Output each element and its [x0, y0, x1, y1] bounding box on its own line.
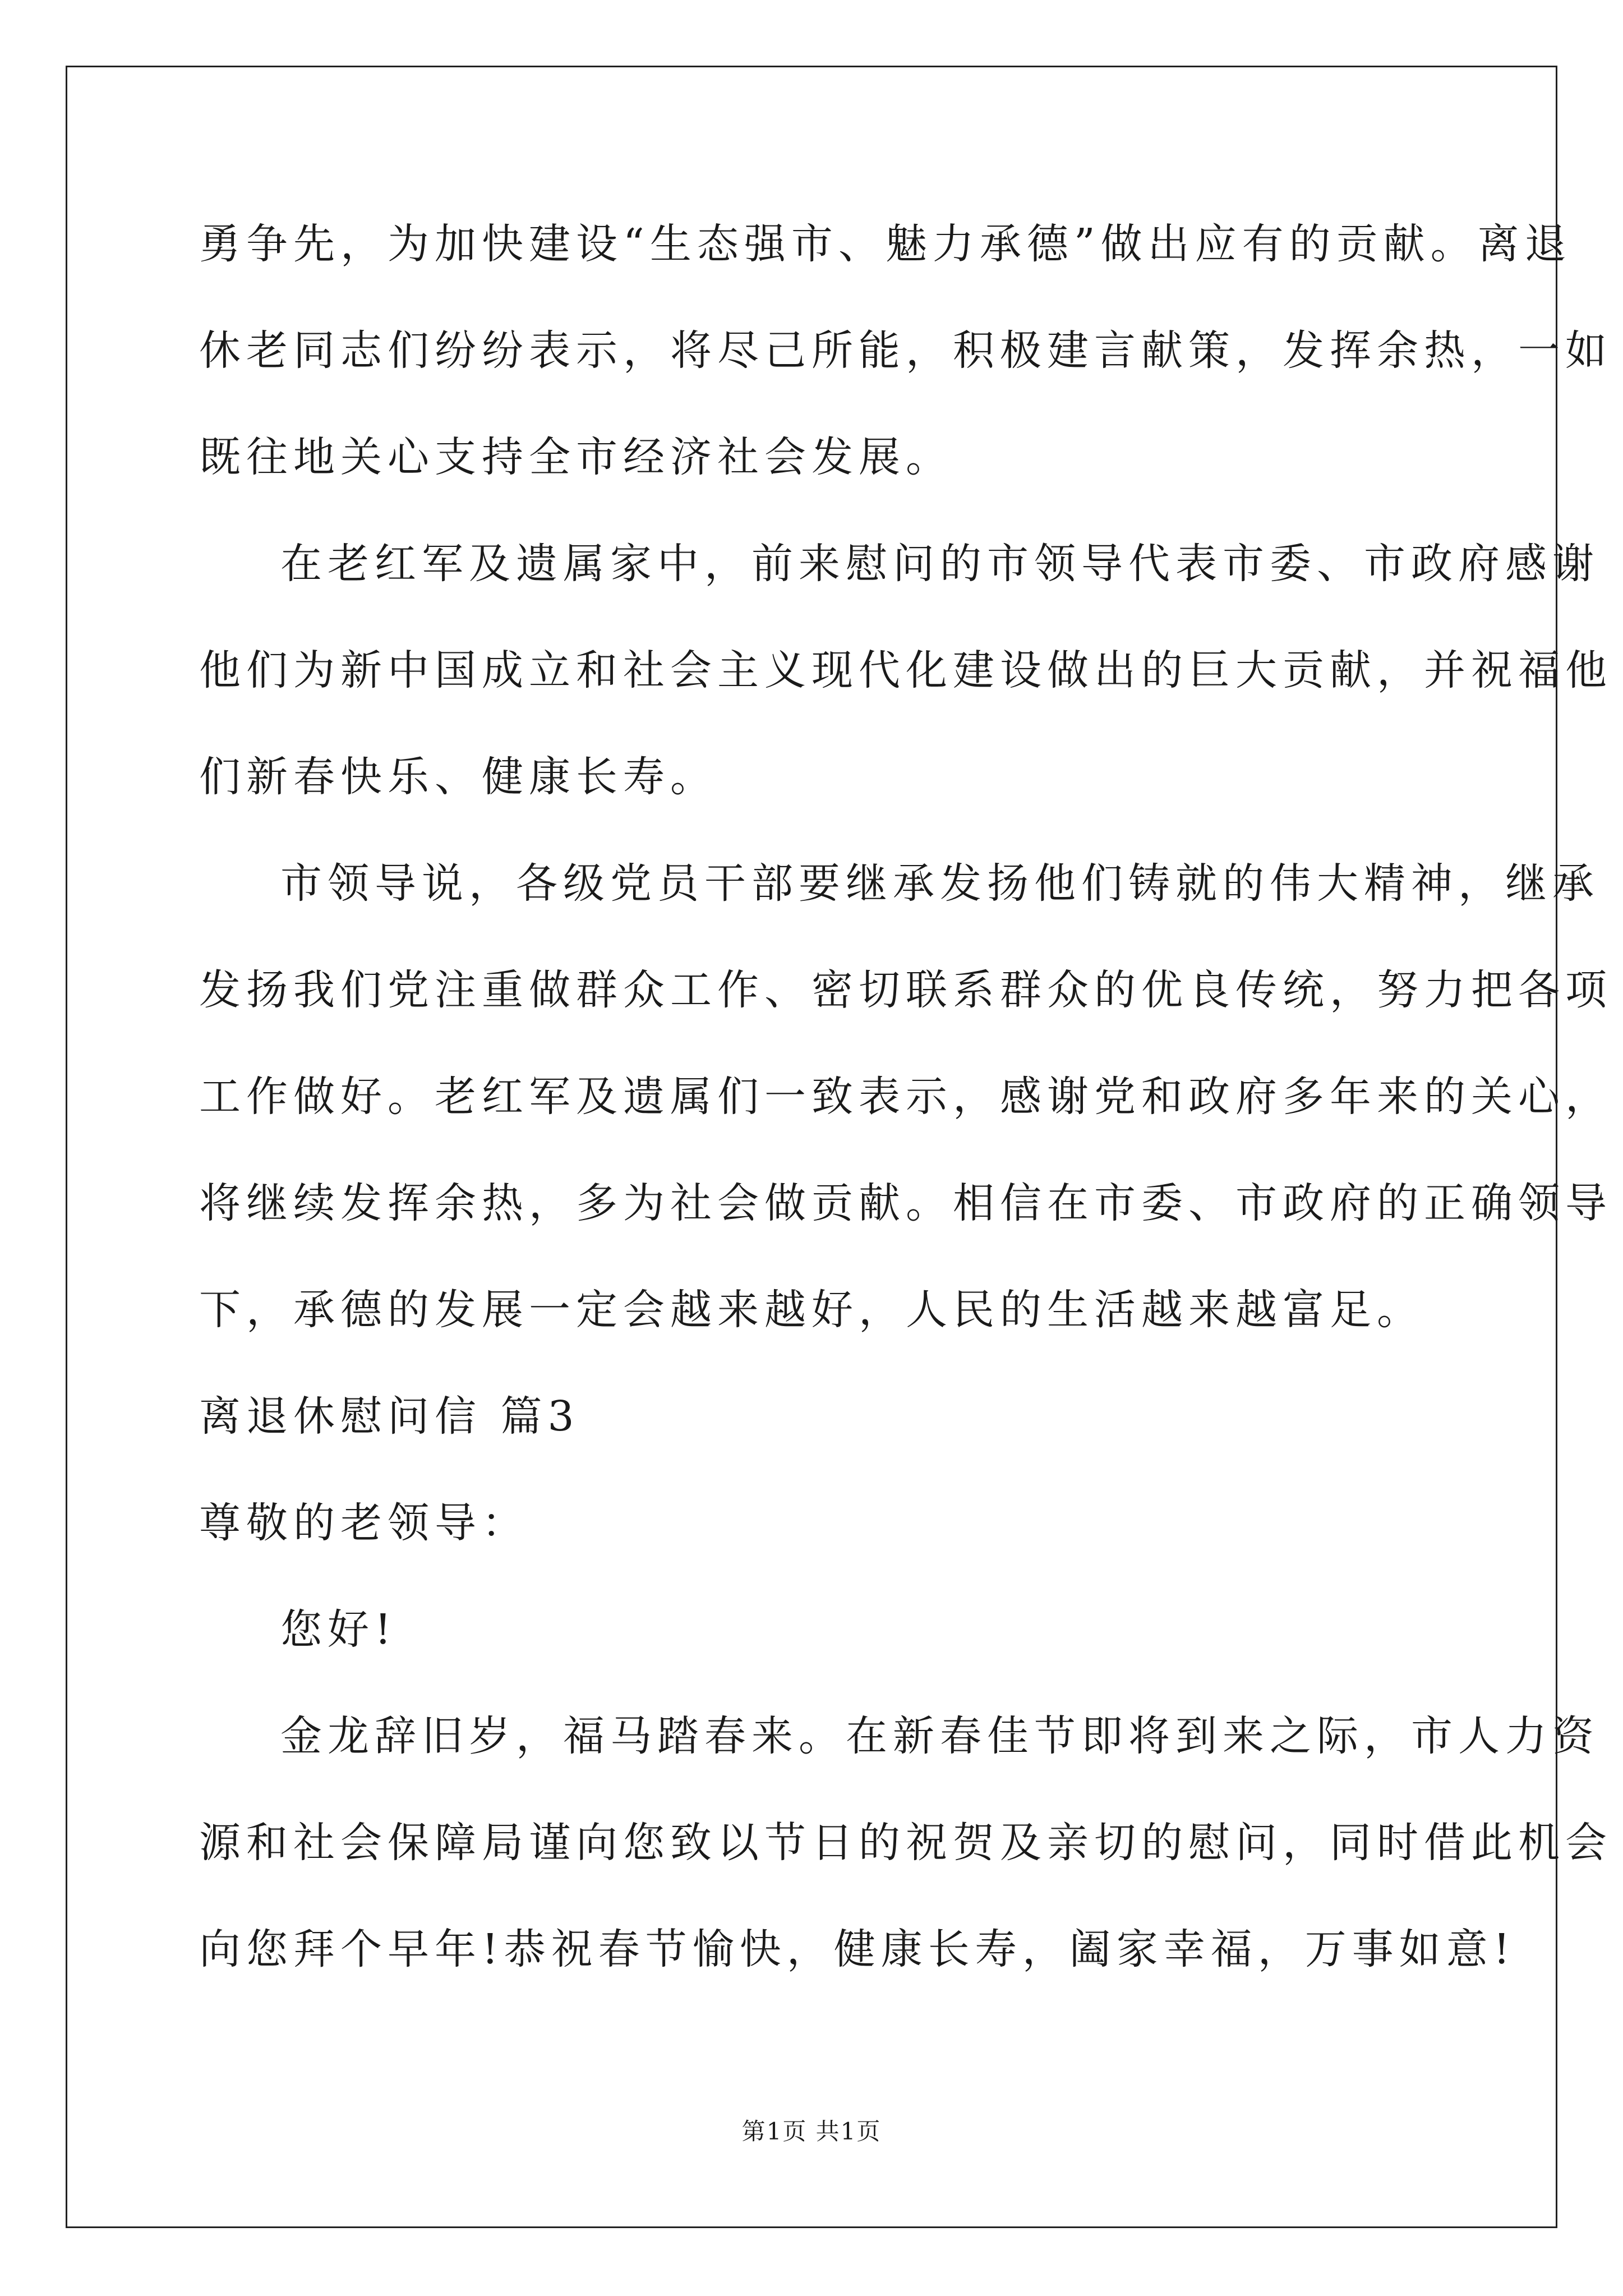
text-line: 源和社会保障局谨向您致以节日的祝贺及亲切的慰问，同时借此机会 [199, 1819, 1612, 1867]
text-line: 向您拜个早年!恭祝春节愉快，健康长寿，阖家幸福，万事如意! [199, 1925, 1516, 1973]
text-line: 发扬我们党注重做群众工作、密切联系群众的优良传统，努力把各项 [199, 966, 1612, 1014]
page-border [66, 66, 1557, 2228]
text-line: 在老红军及遗属家中，前来慰问的市领导代表市委、市政府感谢 [280, 540, 1599, 588]
text-line: 工作做好。老红军及遗属们一致表示，感谢党和政府多年来的关心， [199, 1073, 1612, 1121]
text-line: 勇争先，为加快建设“生态强市、魅力承德”做出应有的贡献。离退 [199, 220, 1572, 268]
page-footer: 第1页 共1页 [741, 2118, 882, 2145]
salutation: 尊敬的老领导： [199, 1499, 529, 1547]
text-line: 既往地关心支持全市经济社会发展。 [199, 433, 953, 481]
text-line: 他们为新中国成立和社会主义现代化建设做出的巨大贡献，并祝福他 [199, 646, 1612, 694]
text-line: 将继续发挥余热，多为社会做贡献。相信在市委、市政府的正确领导 [199, 1179, 1612, 1227]
text-line: 金龙辞旧岁，福马踏春来。在新春佳节即将到来之际，市人力资 [280, 1712, 1599, 1760]
text-line: 下，承德的发展一定会越来越好，人民的生活越来越富足。 [199, 1286, 1424, 1334]
greeting: 您好! [280, 1605, 397, 1654]
section-heading: 离退休慰问信 篇3 [199, 1392, 580, 1441]
text-line: 休老同志们纷纷表示，将尽己所能，积极建言献策，发挥余热，一如 [199, 326, 1612, 375]
text-line: 市领导说，各级党员干部要继承发扬他们铸就的伟大精神，继承 [280, 859, 1599, 908]
text-line: 们新春快乐、健康长寿。 [199, 753, 717, 801]
